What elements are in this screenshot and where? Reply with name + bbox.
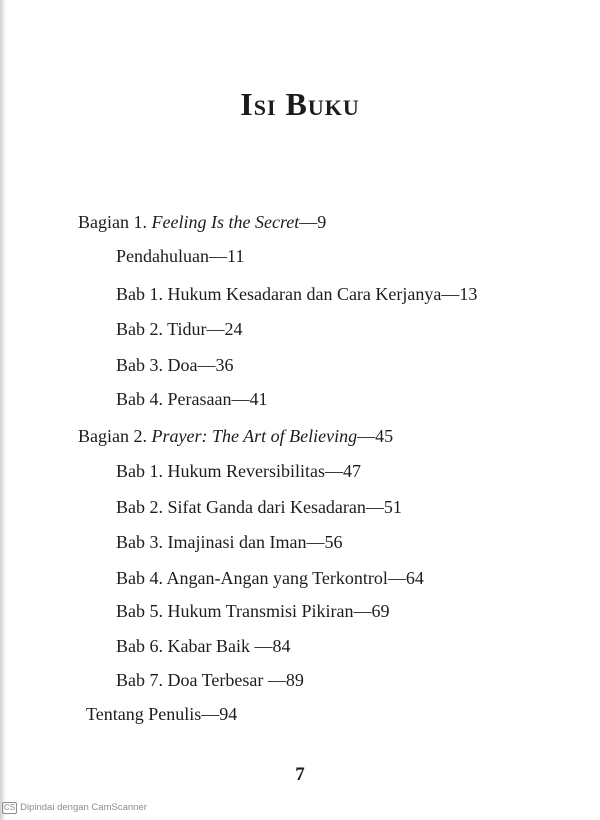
toc-entry-page: —89 — [267, 670, 304, 690]
toc-entry-title-italic: Feeling Is the Secret — [151, 212, 300, 232]
toc-entry-about-author — [86, 703, 237, 725]
toc-entry-page: —41 — [231, 389, 268, 409]
toc-entry-label: Bab 5. Hukum Transmisi Pikiran — [116, 601, 354, 621]
toc-entry-bab-4 — [116, 567, 424, 589]
toc-entry-label: Bagian 2. — [78, 426, 152, 446]
toc-entry-bab-5 — [116, 600, 390, 622]
toc-entry-label: Tentang Penulis — [86, 704, 202, 724]
toc-entry-bab-1 — [116, 283, 477, 305]
toc-entry-bab-1 — [116, 460, 361, 482]
toc-entry-label: Bagian 1. — [78, 212, 152, 232]
page-number: 7 — [295, 764, 305, 785]
scanner-watermark — [2, 802, 147, 816]
toc-entry-page: —11 — [208, 246, 245, 266]
toc-entry-page: —56 — [306, 532, 343, 552]
toc-entry-label: Bab 4. Perasaan — [116, 389, 232, 409]
toc-entry-part-2 — [78, 425, 393, 447]
page-title: Isi Buku — [240, 86, 360, 122]
toc-entry-bab-6 — [116, 635, 290, 657]
toc-entry-bab-4 — [116, 388, 267, 410]
toc-entry-bab-3 — [116, 354, 233, 376]
toc-entry-page: —51 — [365, 497, 402, 517]
toc-entry-label: Bab 6. Kabar Baik — [116, 636, 255, 656]
toc-entry-label: Bab 2. Tidur — [116, 319, 207, 339]
toc-entry-title-italic: Prayer: The Art of Believing — [151, 426, 358, 446]
toc-entry-label: Bab 2. Sifat Ganda dari Kesadaran — [116, 497, 366, 517]
toc-entry-label: Bab 4. Angan-Angan yang Terkontrol — [116, 568, 388, 588]
toc-entry-page: —84 — [254, 636, 291, 656]
scanner-watermark-text: Dipindai dengan CamScanner — [20, 802, 147, 813]
camscanner-logo-icon: CS — [4, 803, 16, 812]
toc-entry-label: Bab 7. Doa Terbesar — [116, 670, 268, 690]
toc-entry-page: —45 — [357, 426, 394, 446]
toc-entry-bab-7 — [116, 669, 304, 691]
toc-entry-page: —47 — [324, 461, 361, 481]
toc-entry-label: Pendahuluan — [116, 246, 209, 266]
toc-entry-page: —94 — [201, 704, 238, 724]
toc-entry-page: —24 — [206, 319, 243, 339]
toc-entry-bab-2 — [116, 318, 243, 340]
toc-entry-label: Bab 1. Hukum Reversibilitas — [116, 461, 325, 481]
toc-entry-page: —13 — [441, 284, 478, 304]
toc-entry-label: Bab 1. Hukum Kesadaran dan Cara Kerjanya — [116, 284, 442, 304]
toc-entry-page: —9 — [299, 212, 327, 232]
toc-entry-part-1 — [78, 211, 326, 233]
toc-entry-page: —64 — [387, 568, 424, 588]
toc-entry-page: —36 — [197, 355, 234, 375]
toc-entry-pendahuluan — [116, 245, 244, 267]
toc-entry-label: Bab 3. Imajinasi dan Iman — [116, 532, 307, 552]
toc-entry-bab-2 — [116, 496, 402, 518]
toc-entry-page: —69 — [353, 601, 390, 621]
toc-entry-label: Bab 3. Doa — [116, 355, 198, 375]
toc-entry-bab-3 — [116, 531, 342, 553]
